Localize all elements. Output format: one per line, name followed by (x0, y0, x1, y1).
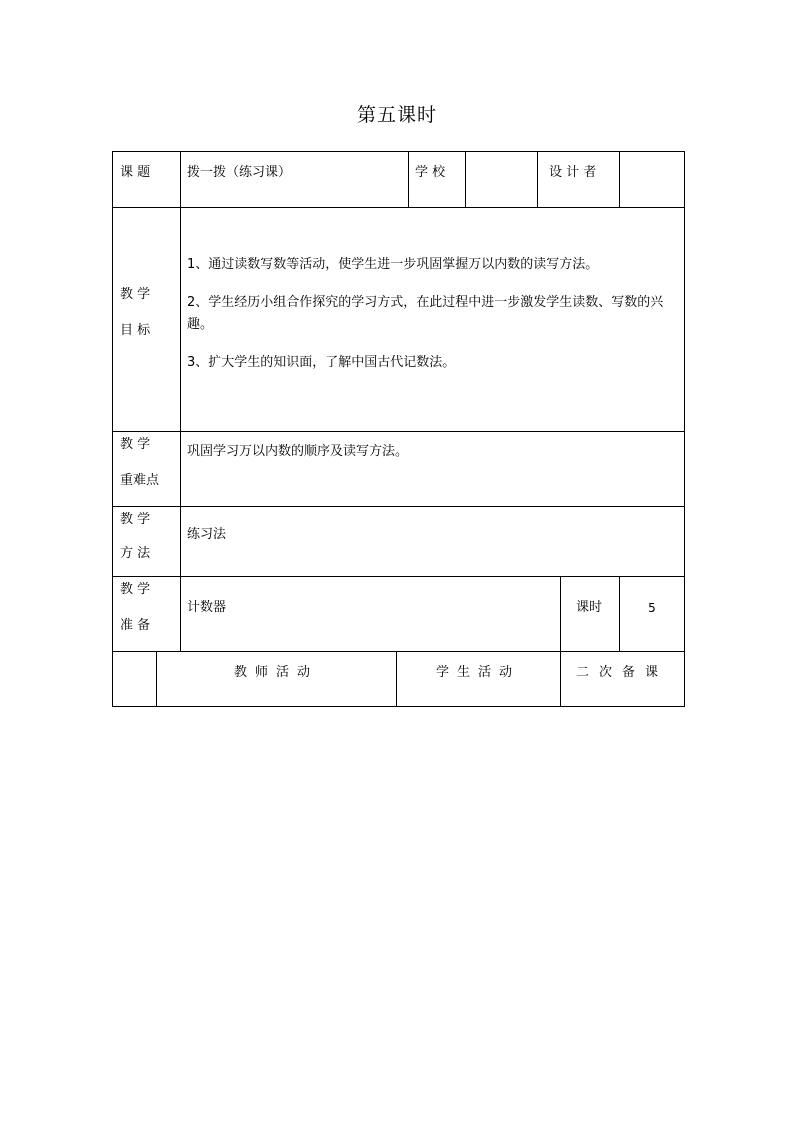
goal-item: 3、扩大学生的知识面，了解中国古代记数法。 (187, 355, 456, 370)
table-divider (112, 576, 685, 577)
table-border-bottom (112, 706, 685, 707)
period-label: 课时 (576, 600, 603, 615)
goals-label-line1: 教 学 (120, 287, 151, 302)
student-activity-header: 学生活动 (435, 665, 520, 680)
table-divider (112, 207, 685, 208)
school-label: 学 校 (415, 165, 446, 180)
table-divider (560, 576, 561, 652)
table-divider (619, 151, 620, 208)
keypoints-label-line1: 教 学 (120, 437, 151, 452)
table-border-right (684, 151, 685, 707)
designer-label: 设 计 者 (549, 165, 597, 180)
second-preparation-header: 二次备课 (575, 665, 668, 680)
goals-label-line2: 目 标 (120, 323, 151, 338)
prep-value: 计数器 (187, 600, 227, 615)
goal-item: 2、学生经历小组合作探究的学习方式，在此过程中进一步激发学生读数、写数的兴趣。 (187, 295, 664, 332)
period-value: 5 (648, 601, 656, 615)
table-divider (112, 506, 685, 507)
table-divider (465, 151, 466, 208)
page-title: 第五课时 (356, 104, 437, 126)
goal-item: 1、通过读数写数等活动，使学生进一步巩固掌握万以内数的读写方法。 (187, 257, 599, 272)
topic-label: 课 题 (120, 165, 151, 180)
table-divider (112, 431, 685, 432)
method-label-line1: 教 学 (120, 512, 151, 527)
table-border-left (112, 151, 113, 707)
table-divider (537, 151, 538, 208)
teacher-activity-header: 教师活动 (233, 665, 318, 680)
table-divider (408, 151, 409, 208)
table-divider (112, 651, 685, 652)
keypoints-value: 巩固学习万以内数的顺序及读写方法。 (187, 444, 409, 459)
table-border-top (112, 151, 685, 152)
table-divider (180, 151, 181, 652)
prep-label-line1: 教 学 (120, 582, 151, 597)
topic-value: 拨一拨（练习课） (187, 165, 292, 180)
prep-label-line2: 准 备 (120, 618, 151, 633)
method-label-line2: 方 法 (120, 546, 151, 561)
keypoints-label-line2: 重难点 (120, 473, 160, 488)
method-value: 练习法 (187, 527, 227, 542)
